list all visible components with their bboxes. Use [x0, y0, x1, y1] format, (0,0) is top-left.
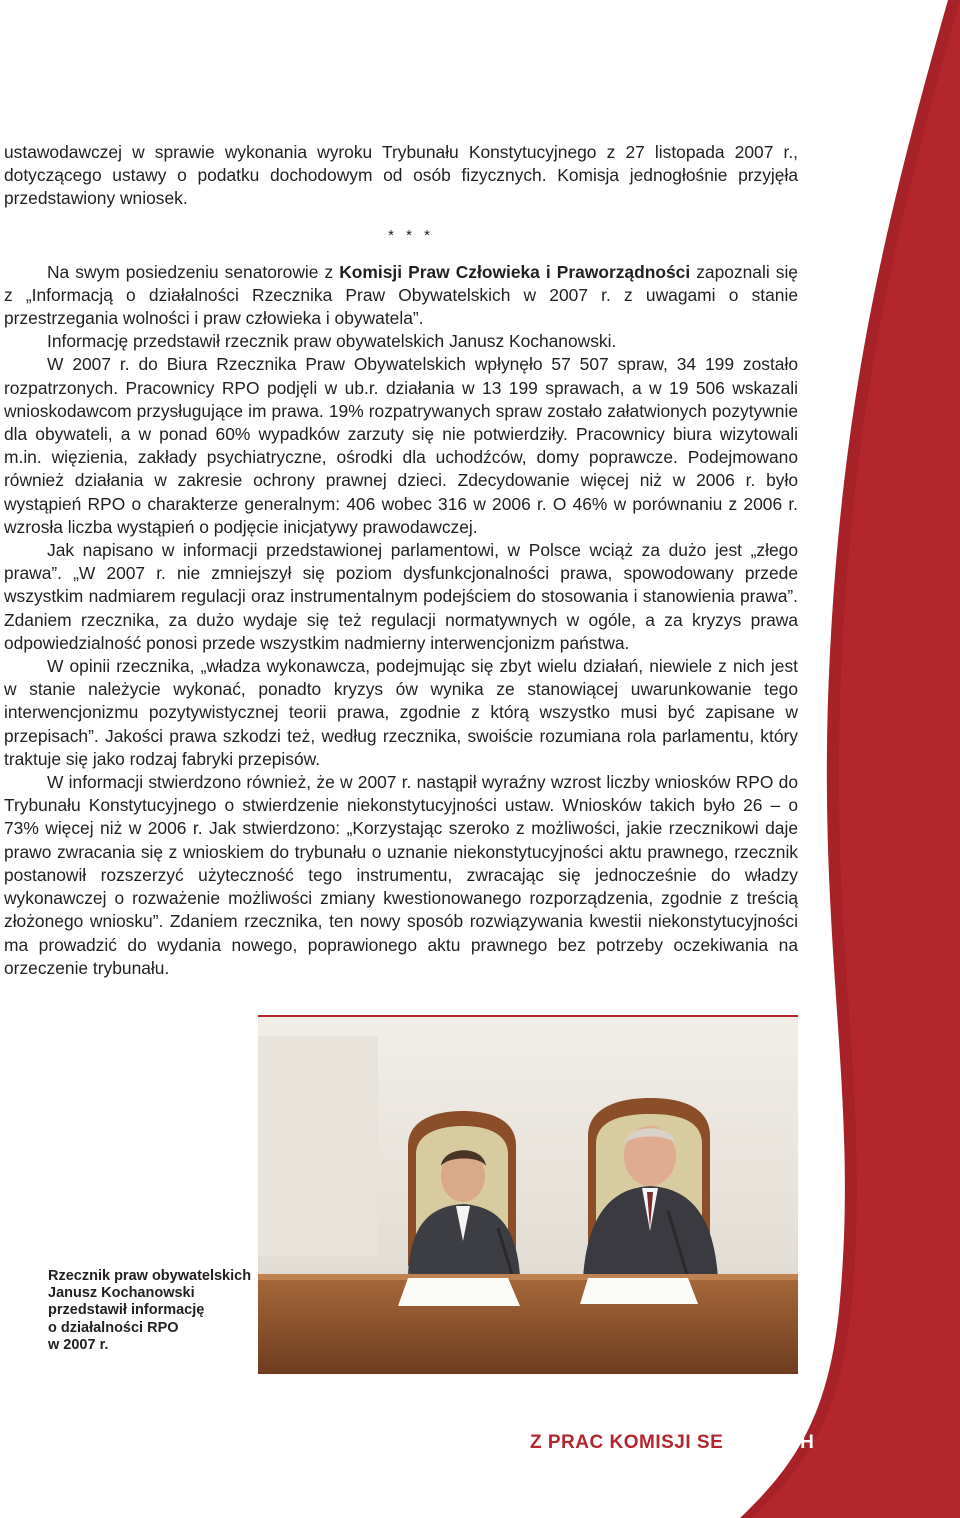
meeting-photo	[258, 1016, 798, 1374]
caption-line: o działalności RPO	[48, 1319, 179, 1336]
intro-paragraph	[4, 261, 798, 331]
caption-line: Janusz Kochanowski	[48, 1285, 195, 1302]
opening-paragraph: ustawodawczej w sprawie wykonania wyroku Trybunału Konstytucyjnego z 27 listopada 2007 r., dotyczącego ustawy o podatku dochodowym od osób fizycznych. Komisja jednogłośnie przyjęła przedstawiony wniosek.	[4, 142, 798, 209]
intro-text-before: Na swym posiedzeniu senatorowie z	[47, 261, 340, 282]
body-paragraph-3: Jak napisano w informacji przedstawionej parlamentowi, w Polsce wciąż za dużo jest „złego prawa”. „W 2007 r. nie zmniejszył się poziom dysfunkcjonalności prawa, spowodowany przede wszystkim nadmiarem regulacji oraz instrumentalnym podejściem do stosowania i stanowienia prawa”. Zdaniem rzecznika, za dużo wydaje się też regulacji normatywnych w ogóle, a za kryzys prawa odpowiedzialność ponosi przede wszystkim nadmierny interwencjonizm państwa.	[4, 540, 798, 653]
caption-line: Rzecznik praw obywatelskich	[48, 1268, 252, 1284]
body-paragraph-2: W 2007 r. do Biura Rzecznika Praw Obywatelskich wpłynęło 57 507 spraw, 34 199 zostało rozpatrzonych. Pracownicy RPO podjęli w ub.r. działania w 13 199 sprawach, a w 19 506 wskazali wnioskodawcom przysługujące im prawa. 19% rozpatrywanych spraw zostało załatwionych pozytywnie dla obywateli, a w ponad 60% wypadków zarzuty się nie potwierdziły. Pracownicy biura wizytowali m.in. więzienia, zakłady psychiatryczne, ośrodki dla uchodźców, domy poprawcze. Podejmowano również działania w zakresie ochrony prawnej dzieci. Zdecydowanie więcej niż w 2006 r. było wystąpień RPO o charakterze generalnym: 406 wobec 316 w 2006 r. O 46% w porównaniu z 2006 r. wzrosła liczba wystąpień o podjęcie inicjatywy prawodawczej.	[4, 354, 798, 537]
body-paragraph-1: Informację przedstawił rzecznik praw obywatelskich Janusz Kochanowski.	[47, 331, 617, 352]
section-separator: * * *	[388, 226, 434, 244]
article-text	[4, 141, 798, 980]
section-title-main: Z PRAC KOMISJI SE	[530, 1432, 724, 1453]
photo-top-rule	[258, 1015, 798, 1017]
body-paragraph-4: W opinii rzecznika, „władza wykonawcza, podejmując się zbyt wielu działań, niewiele z nich jest w stanie należycie wykonać, ponadto kryzys ów wynika ze stanowiącej uwarunkowanie tego interwencjonizmu pozytywistycznej teorii prawa, zgodnie z którą wszystko musi być zapisane w przepisach”. Jakości prawa szkodzi też, według rzecznika, swoiście rozumiana rola parlamentu, który traktuje się jako rodzaj fabryki przepisów.	[4, 656, 798, 769]
caption-line: w 2007 r.	[48, 1336, 109, 1353]
section-title-end: NACKICH	[723, 1432, 815, 1453]
committee-name: Komisji Praw Człowieka i Praworządności	[339, 261, 691, 282]
section-title	[530, 1432, 814, 1454]
meeting-photo-illustration	[258, 1016, 798, 1374]
intro-text-after: zapoznali się z „Informacją o działalności Rzecznika Praw Obywatelskich w 2007 r. z uwagami o stanie przestrzegania wolności i praw człowieka i obywatela”.	[4, 261, 798, 329]
page-number: 11	[883, 108, 899, 125]
caption-line: przedstawił informację	[48, 1302, 205, 1319]
body-paragraph-5: W informacji stwierdzono również, że w 2007 r. nastąpił wyraźny wzrost liczby wniosków RPO do Trybunału Konstytucyjnego o stwierdzenie niekonstytucyjności ustaw. Wniosków takich było 26 – o 73% więcej niż w 2006 r. Jak stwierdzono: „Korzystając szeroko z możliwości, jakie rzecznikowi daje prawo zwracania się z wnioskiem do trybunału o uznanie niekonstytucyjności aktu prawnego, rzecznik postanowił rozszerzyć użyteczność tego instrumentu, zwracając się jednocześnie do władzy wykonawczej o rozważenie możliwości zmiany kwestionowanego rozporządzenia, zgodnie z treścią złożonego wniosku”. Zdaniem rzecznika, ten nowy sposób rozwiązywania kwestii niekonstytucyjności ma prowadzić do wydania nowego, poprawionego aktu prawnego bez potrzeby oczekiwania na orzeczenie trybunału.	[4, 772, 798, 978]
photo-caption	[48, 1268, 288, 1354]
